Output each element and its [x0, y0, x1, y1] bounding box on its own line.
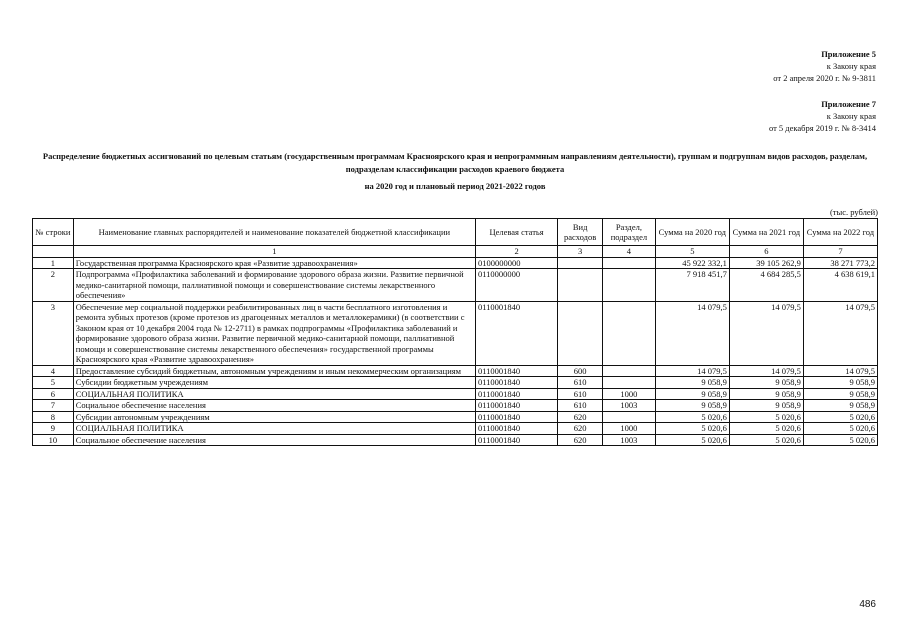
- header-section: Раздел, подраздел: [603, 219, 656, 246]
- column-number: [33, 246, 74, 258]
- expense-type-cell: 610: [558, 377, 603, 389]
- indicator-name-cell: Субсидии автономным учреждениям: [73, 411, 475, 423]
- indicator-name-cell: Социальное обеспечение населения: [73, 434, 475, 446]
- expense-type-cell: 620: [558, 411, 603, 423]
- column-number: 4: [603, 246, 656, 258]
- target-article-cell: 0110001840: [475, 400, 557, 412]
- sum-2020-cell: 5 020,6: [655, 434, 729, 446]
- sum-2021-cell: 14 079,5: [729, 301, 803, 365]
- header-target-article: Целевая статья: [475, 219, 557, 246]
- row-number-cell: 4: [33, 365, 74, 377]
- sum-2021-cell: 39 105 262,9: [729, 257, 803, 269]
- expense-type-cell: [558, 301, 603, 365]
- sum-2021-cell: 5 020,6: [729, 423, 803, 435]
- target-article-cell: 0110001840: [475, 423, 557, 435]
- indicator-name-cell: Социальное обеспечение населения: [73, 400, 475, 412]
- row-number-cell: 9: [33, 423, 74, 435]
- page-number: 486: [859, 599, 876, 610]
- appendix-5-title: Приложение 5: [821, 49, 876, 59]
- section-cell: [603, 257, 656, 269]
- indicator-name-cell: Обеспечение мер социальной поддержки реабилитированных лиц в части бесплатного изготовления и ремонта зубных протезов (кроме протезов из драгоценных металлов и металлокерамики) (в соответствии с Законом края от 10 декабря 2004 года № 12-2711) в рамках подпрограммы «Профилактика заболеваний и формирование здорового образа жизни. Развитие первичной медико-санитарной помощи, паллиативной помощи и совершенствование системы лекарственного обеспечения» государственной программы Красноярского края «Развитие здравоохранения»: [73, 301, 475, 365]
- indicator-name-cell: СОЦИАЛЬНАЯ ПОЛИТИКА: [73, 423, 475, 435]
- row-number-cell: 2: [33, 269, 74, 302]
- budget-table: [32, 218, 878, 446]
- section-cell: 1003: [603, 434, 656, 446]
- target-article-cell: 0110001840: [475, 365, 557, 377]
- sum-2020-cell: 5 020,6: [655, 423, 729, 435]
- sum-2021-cell: 4 684 285,5: [729, 269, 803, 302]
- section-cell: [603, 411, 656, 423]
- appendix-5-line1: к Закону края: [826, 61, 876, 71]
- table-row: [33, 301, 878, 365]
- section-cell: 1003: [603, 400, 656, 412]
- sum-2020-cell: 9 058,9: [655, 400, 729, 412]
- indicator-name-cell: Государственная программа Красноярского края «Развитие здравоохранения»: [73, 257, 475, 269]
- column-number: 2: [475, 246, 557, 258]
- sum-2021-cell: 5 020,6: [729, 411, 803, 423]
- sum-2022-cell: 14 079,5: [803, 365, 877, 377]
- table-row: [33, 257, 878, 269]
- sum-2021-cell: 9 058,9: [729, 388, 803, 400]
- indicator-name-cell: Субсидии бюджетным учреждениям: [73, 377, 475, 389]
- appendix-5-line2: от 2 апреля 2020 г. № 9-3811: [773, 73, 876, 83]
- column-number: 1: [73, 246, 475, 258]
- sum-2020-cell: 14 079,5: [655, 301, 729, 365]
- table-row: [33, 411, 878, 423]
- sum-2020-cell: 7 918 451,7: [655, 269, 729, 302]
- target-article-cell: 0110001840: [475, 388, 557, 400]
- indicator-name-cell: Подпрограмма «Профилактика заболеваний и формирование здорового образа жизни. Развитие первичной медико-санитарной помощи, паллиативной помощи и совершенствование системы лекарственного обеспечения»: [73, 269, 475, 302]
- expense-type-cell: [558, 269, 603, 302]
- expense-type-cell: 620: [558, 423, 603, 435]
- row-number-cell: 7: [33, 400, 74, 412]
- target-article-cell: 0110001840: [475, 301, 557, 365]
- table-row: [33, 269, 878, 302]
- table-row: [33, 400, 878, 412]
- sum-2021-cell: 5 020,6: [729, 434, 803, 446]
- target-article-cell: 0110001840: [475, 434, 557, 446]
- sum-2020-cell: 9 058,9: [655, 377, 729, 389]
- row-number-cell: 3: [33, 301, 74, 365]
- indicator-name-cell: СОЦИАЛЬНАЯ ПОЛИТИКА: [73, 388, 475, 400]
- section-cell: [603, 365, 656, 377]
- sum-2020-cell: 14 079,5: [655, 365, 729, 377]
- table-row: [33, 434, 878, 446]
- document-subtitle: на 2020 год и плановый период 2021-2022 годов: [364, 181, 546, 191]
- sum-2022-cell: 5 020,6: [803, 423, 877, 435]
- table-row: [33, 388, 878, 400]
- header-row-number: № строки: [33, 219, 74, 246]
- sum-2021-cell: 9 058,9: [729, 377, 803, 389]
- sum-2022-cell: 4 638 619,1: [803, 269, 877, 302]
- sum-2021-cell: 14 079,5: [729, 365, 803, 377]
- section-cell: 1000: [603, 388, 656, 400]
- section-cell: 1000: [603, 423, 656, 435]
- target-article-cell: 0110001840: [475, 377, 557, 389]
- row-number-cell: 5: [33, 377, 74, 389]
- sum-2022-cell: 5 020,6: [803, 434, 877, 446]
- header-expense-type: Вид расходов: [558, 219, 603, 246]
- column-number-row: [33, 246, 878, 258]
- sum-2021-cell: 9 058,9: [729, 400, 803, 412]
- sum-2022-cell: 5 020,6: [803, 411, 877, 423]
- expense-type-cell: 620: [558, 434, 603, 446]
- expense-type-cell: 610: [558, 388, 603, 400]
- expense-type-cell: [558, 257, 603, 269]
- expense-type-cell: 610: [558, 400, 603, 412]
- appendix-7-title: Приложение 7: [821, 99, 876, 109]
- header-sum-2020: Сумма на 2020 год: [655, 219, 729, 246]
- row-number-cell: 8: [33, 411, 74, 423]
- sum-2020-cell: 5 020,6: [655, 411, 729, 423]
- sum-2022-cell: 14 079,5: [803, 301, 877, 365]
- document-title: Распределение бюджетных ассигнований по целевым статьям (государственным программам Красноярского края и непрограммным направлениям деятельности), группам и подгруппам видов расходов, разделам, подразделам классификации расходов краевого бюджета: [42, 151, 868, 174]
- target-article-cell: 0100000000: [475, 257, 557, 269]
- header-sum-2021: Сумма на 2021 год: [729, 219, 803, 246]
- appendix-5-header: [773, 48, 876, 84]
- section-cell: [603, 377, 656, 389]
- column-number: 5: [655, 246, 729, 258]
- sum-2022-cell: 9 058,9: [803, 400, 877, 412]
- appendix-7-line2: от 5 декабря 2019 г. № 8-3414: [768, 123, 876, 133]
- indicator-name-cell: Предоставление субсидий бюджетным, автономным учреждениям и иным некоммерческим организациям: [73, 365, 475, 377]
- column-number: 3: [558, 246, 603, 258]
- target-article-cell: 0110001840: [475, 411, 557, 423]
- table-row: [33, 377, 878, 389]
- header-name: Наименование главных распорядителей и наименование показателей бюджетной классификации: [73, 219, 475, 246]
- sum-2022-cell: 9 058,9: [803, 377, 877, 389]
- column-number: 7: [803, 246, 877, 258]
- sum-2020-cell: 9 058,9: [655, 388, 729, 400]
- column-number: 6: [729, 246, 803, 258]
- sum-2022-cell: 38 271 773,2: [803, 257, 877, 269]
- sum-2020-cell: 45 922 332,1: [655, 257, 729, 269]
- units-label: (тыс. рублей): [829, 207, 878, 217]
- table-row: [33, 423, 878, 435]
- sum-2022-cell: 9 058,9: [803, 388, 877, 400]
- section-cell: [603, 301, 656, 365]
- section-cell: [603, 269, 656, 302]
- table-header-row: [33, 219, 878, 246]
- header-sum-2022: Сумма на 2022 год: [803, 219, 877, 246]
- expense-type-cell: 600: [558, 365, 603, 377]
- table-row: [33, 365, 878, 377]
- appendix-7-line1: к Закону края: [826, 111, 876, 121]
- row-number-cell: 1: [33, 257, 74, 269]
- target-article-cell: 0110000000: [475, 269, 557, 302]
- row-number-cell: 6: [33, 388, 74, 400]
- row-number-cell: 10: [33, 434, 74, 446]
- appendix-7-header: [769, 98, 876, 134]
